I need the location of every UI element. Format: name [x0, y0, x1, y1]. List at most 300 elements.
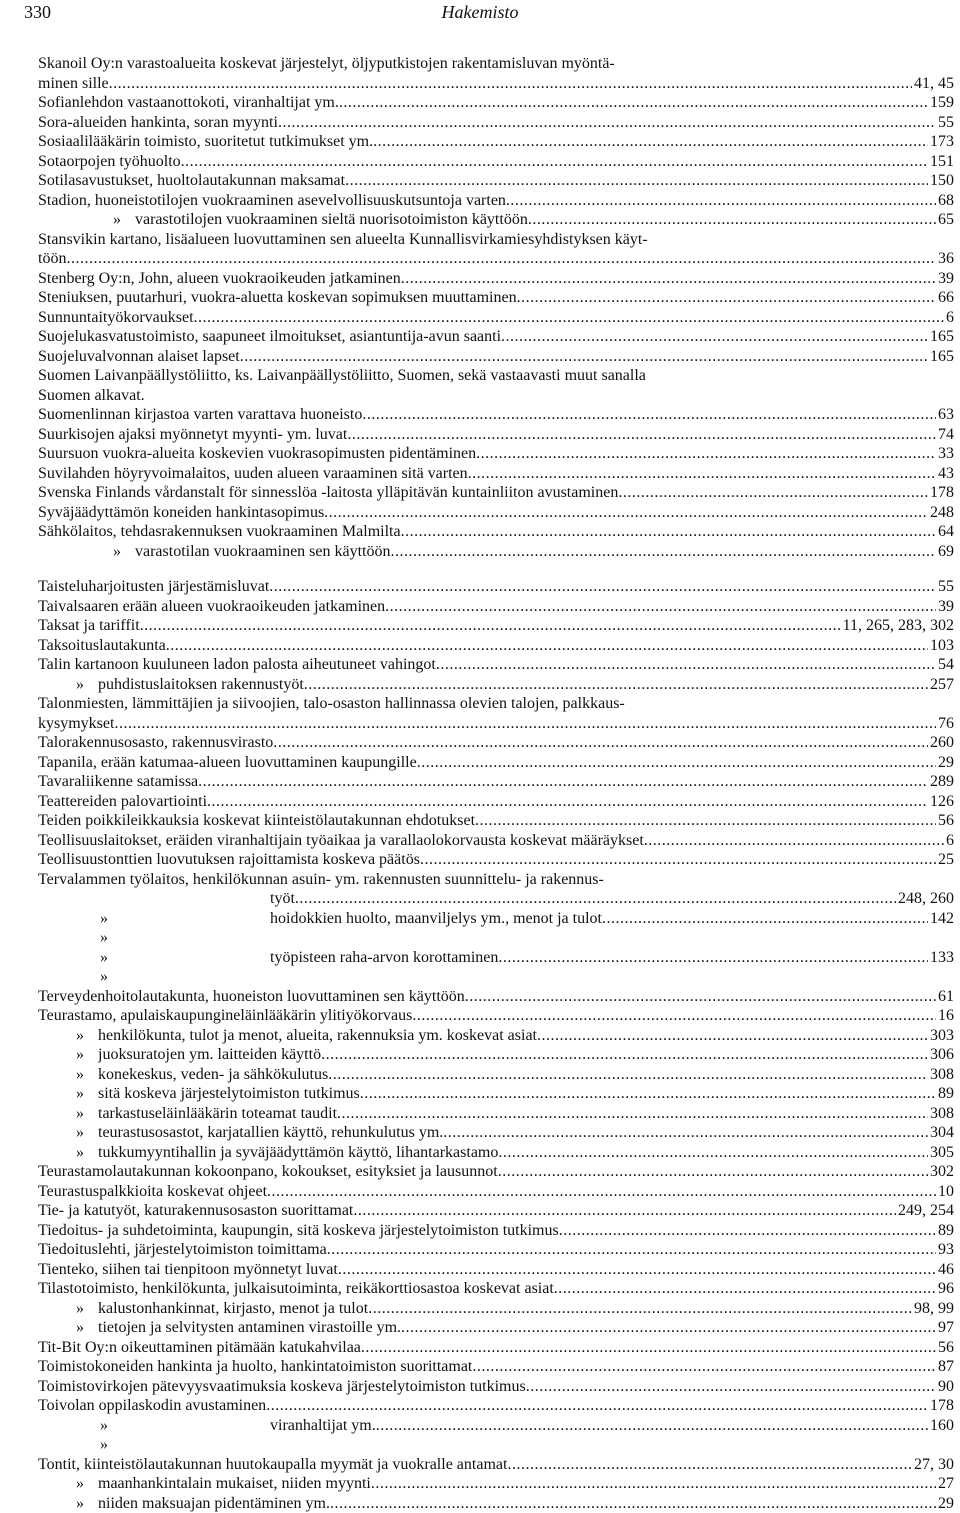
dot-leader — [501, 327, 928, 347]
ditto-mark: » — [76, 1084, 98, 1104]
dot-leader — [371, 1474, 936, 1494]
index-entry — [38, 1474, 954, 1494]
index-entry-line — [38, 464, 954, 484]
index-entry-text: Talin kartanoon kuuluneen ladon palosta aiheutuneet vahingot — [38, 655, 436, 675]
index-entry-text: Sotilasavustukset, huoltolautakunnan maksamat — [38, 171, 345, 191]
page-ref: 55 — [936, 577, 954, 597]
page-number: 330 — [24, 2, 51, 23]
index-entry-line — [38, 503, 954, 523]
index-entry-line — [38, 909, 954, 948]
index-entry-line — [38, 1299, 954, 1319]
index-entry — [38, 347, 954, 367]
dot-leader — [362, 405, 936, 425]
index-entry-text: Teollisuustonttien luovutuksen rajoittamista koskeva päätös — [38, 850, 420, 870]
ditto-mark: » — [76, 1494, 98, 1513]
page-ref: 54 — [936, 655, 954, 675]
index-entry — [38, 1182, 954, 1202]
index-entry — [38, 772, 954, 792]
page-ref: 303 — [928, 1026, 954, 1046]
index-entry — [38, 269, 954, 289]
page-ref: 150 — [928, 171, 954, 191]
index-entry-cont-text: kysymykset — [38, 714, 114, 734]
index-entry-line — [38, 1123, 954, 1143]
page-ref: 39 — [936, 269, 954, 289]
index-entry-line — [38, 1084, 954, 1104]
index-entry-line — [38, 1455, 954, 1475]
index-entry-text: Suojelukasvatustoimisto, saapuneet ilmoitukset, asiantuntija-avun saanti — [38, 327, 501, 347]
index-entry-text: Stenberg Oy:n, John, alueen vuokraoikeuden jatkaminen — [38, 269, 401, 289]
dot-leader — [324, 503, 928, 523]
index-entry — [38, 522, 954, 542]
page-ref: 76 — [936, 714, 954, 734]
index-entry-line — [38, 1338, 954, 1358]
page-ref: 89 — [936, 1084, 954, 1104]
index-entry — [38, 210, 954, 230]
index-entry — [38, 1377, 954, 1397]
index-entry-text: maanhankintalain mukaiset, niiden myynti — [98, 1474, 371, 1494]
index-entry-text: tarkastuseläinlääkärin toteamat taudit — [98, 1104, 337, 1124]
index-entry-line — [38, 444, 954, 464]
page-ref: 29 — [936, 1494, 954, 1513]
index-entry-text: Taivalsaaren erään alueen vuokraoikeuden jatkaminen — [38, 597, 385, 617]
index-entry-text: Syväjäädyttämön koneiden hankintasopimus — [38, 503, 324, 523]
index-entry-line — [38, 616, 954, 636]
index-entry — [38, 1357, 954, 1377]
index-entry-line — [38, 1318, 954, 1338]
index-entry-cont-text: Suomen alkavat. — [38, 386, 145, 406]
ditto-mark: » — [76, 675, 98, 695]
dot-leader — [443, 1123, 928, 1143]
index-entry-line — [38, 1396, 954, 1416]
index-entry — [38, 733, 954, 753]
index-entry-text: Tienteko, siihen tai tienpitoon myönnetyt luvat — [38, 1260, 338, 1280]
page-ref: 74 — [936, 425, 954, 445]
page-ref: 6 — [944, 831, 954, 851]
ditto-mark: » — [76, 1299, 98, 1319]
index-entry-line — [38, 327, 954, 347]
page-ref: 308 — [928, 1104, 954, 1124]
index-entry — [38, 288, 954, 308]
index-entry — [38, 694, 954, 733]
index-entry-line — [38, 1065, 954, 1085]
ditto-mark: » — [76, 1123, 98, 1143]
dot-leader — [476, 444, 936, 464]
page-ref: 173 — [928, 132, 954, 152]
index-entry-line — [38, 93, 954, 113]
index-entry-line — [38, 1162, 954, 1182]
index-entry — [38, 948, 954, 987]
page-ref: 63 — [936, 405, 954, 425]
index-entry — [38, 1240, 954, 1260]
ditto-mark: » — [76, 1045, 98, 1065]
page-ref: 68 — [936, 191, 954, 211]
dot-leader — [328, 1065, 928, 1085]
index-entry-text: Talorakennusosasto, rakennusvirasto — [38, 733, 273, 753]
page-ref: 69 — [936, 542, 954, 562]
index-entry — [38, 1494, 954, 1513]
index-entry — [38, 308, 954, 328]
index-entry-text: puhdistuslaitoksen rakennustyöt — [98, 675, 304, 695]
index-entry-line — [38, 987, 954, 1007]
index-entry — [38, 113, 954, 133]
ditto-mark: » » — [100, 948, 270, 987]
index-entry — [38, 870, 954, 909]
page-ref: 305 — [928, 1143, 954, 1163]
dot-leader — [114, 714, 936, 734]
index-entry-line — [38, 54, 954, 74]
dot-leader — [273, 733, 928, 753]
index-entry-text: Suomen Laivanpäällystöliitto, ks. Laivanpäällystöliitto, Suomen, sekä vastaavasti muut sanalla — [38, 366, 646, 386]
index-entry-text: Sosiaalilääkärin toimisto, suoritetut tutkimukset ym. — [38, 132, 373, 152]
index-entry-text: Teattereiden palovartiointi — [38, 792, 207, 812]
index-entry — [38, 191, 954, 211]
index-entry — [38, 1162, 954, 1182]
index-entry-line — [38, 1104, 954, 1124]
dot-leader — [321, 1045, 928, 1065]
index-entry-text: Tie- ja katutyöt, katurakennusosaston suorittamat — [38, 1201, 353, 1221]
index-entry-text: Sofianlehdon vastaanottokoti, viranhaltijat ym. — [38, 93, 339, 113]
page-ref: 178 — [928, 483, 954, 503]
index-entry-line — [38, 1240, 954, 1260]
page-ref: 27, 30 — [912, 1455, 954, 1475]
index-entry — [38, 1084, 954, 1104]
dot-leader — [528, 210, 936, 230]
index-entry-line — [38, 675, 954, 695]
dot-leader — [506, 191, 936, 211]
index-entry-text: Tervalammen työlaitos, henkilökunnan asuin- ym. rakennusten suunnittelu- ja rakennus- — [38, 870, 604, 890]
index-entry-continuation — [38, 889, 954, 909]
dot-leader — [345, 171, 928, 191]
index-entry — [38, 464, 954, 484]
dot-leader — [140, 616, 841, 636]
index-entry-line — [38, 577, 954, 597]
dot-leader — [337, 1104, 928, 1124]
dot-leader — [401, 522, 936, 542]
dot-leader — [269, 577, 936, 597]
index-entry-text: Teollisuuslaitokset, eräiden viranhaltijain työaikaa ja varallaolokorvausta koskevat määräykset — [38, 831, 644, 851]
index-entry-continuation — [38, 714, 954, 734]
index-entry — [38, 1065, 954, 1085]
page-ref: 97 — [936, 1318, 954, 1338]
dot-leader — [267, 1182, 936, 1202]
index-entry-text: Teurastamo, apulaiskaupungineläinlääkärin ylitiyökorvaus — [38, 1006, 412, 1026]
page-ref: 64 — [936, 522, 954, 542]
index-entry-line — [38, 171, 954, 191]
index-entry-line — [38, 1006, 954, 1026]
index-entry-line — [38, 366, 954, 386]
dot-leader — [465, 987, 936, 1007]
index-entry-line — [38, 733, 954, 753]
index-entry-line — [38, 753, 954, 773]
dot-leader — [207, 792, 928, 812]
index-entry — [38, 811, 954, 831]
index-entry-text: Stansvikin kartano, lisäalueen luovuttaminen sen alueelta Kunnallisvirkamiesyhdistyksen käyt- — [38, 230, 648, 250]
index-entry-text: Tiedoitus- ja suhdetoiminta, kaupungin, sitä koskeva järjestelytoimiston tutkimus — [38, 1221, 559, 1241]
index-entry-text: viranhaltijat ym. — [270, 1416, 376, 1436]
index-entry-line — [38, 1279, 954, 1299]
index-entry — [38, 1143, 954, 1163]
index-entry-text: Svenska Finlands vårdanstalt för sinnesslöa -laitosta ylläpitävän kuntainliiton avustaminen — [38, 483, 618, 503]
index-entry-text: Taksoituslautakunta — [38, 636, 166, 656]
index-entry — [38, 1318, 954, 1338]
dot-leader — [368, 1299, 912, 1319]
index-entry-text: Tontit, kiinteistölautakunnan huutokaupalla myymät ja vuokralle antamat — [38, 1455, 507, 1475]
index-entry-line — [38, 308, 954, 328]
index-entry-text: Suursuon vuokra-alueita koskevien vuokrasopimusten pidentäminen — [38, 444, 476, 464]
index-entry-line — [38, 1260, 954, 1280]
page-ref: 66 — [936, 288, 954, 308]
index-entry-line — [38, 811, 954, 831]
ditto-mark: » — [76, 1026, 98, 1046]
index-entry-text: tietojen ja selvitysten antaminen virastoille ym. — [98, 1318, 401, 1338]
ditto-mark: » — [113, 542, 135, 562]
dot-leader — [554, 1279, 936, 1299]
index-entry-text: Tilastotoimisto, henkilökunta, julkaisutoiminta, reikäkorttiosastoa koskevat asiat — [38, 1279, 554, 1299]
index-entry — [38, 1026, 954, 1046]
dot-leader — [361, 1338, 936, 1358]
index-entry-text: Tiedoituslehti, järjestelytoimiston toimittama — [38, 1240, 327, 1260]
dot-leader — [339, 93, 928, 113]
index-entry-text: Sotaorpojen työhuolto — [38, 152, 181, 172]
index-entry — [38, 792, 954, 812]
index-entry-line — [38, 948, 954, 987]
dot-leader — [507, 1455, 912, 1475]
page-ref: 260 — [928, 733, 954, 753]
page-ref: 25 — [936, 850, 954, 870]
dot-leader — [66, 249, 936, 269]
dot-leader — [353, 1201, 896, 1221]
index-entry — [38, 230, 954, 269]
dot-leader — [166, 636, 928, 656]
index-entry — [38, 405, 954, 425]
index-entry-text: Teurastuspalkkioita koskevat ohjeet — [38, 1182, 267, 1202]
index-entry-text: konekeskus, veden- ja sähkökulutus — [98, 1065, 328, 1085]
dot-leader — [198, 772, 928, 792]
dot-leader — [109, 74, 912, 94]
index-entry — [38, 503, 954, 523]
page-ref: 87 — [936, 1357, 954, 1377]
index-entry-line — [38, 132, 954, 152]
index-entry — [38, 987, 954, 1007]
page-ref: 41, 45 — [912, 74, 954, 94]
index-entry-text: Suomenlinnan kirjastoa varten varattava huoneisto — [38, 405, 362, 425]
dot-leader — [517, 288, 936, 308]
index-entry-text: Sunnuntaityökorvaukset — [38, 308, 194, 328]
index-entry-text: Terveydenhoitolautakunta, huoneiston luovuttaminen sen käyttöön — [38, 987, 465, 1007]
index-entry-line — [38, 1201, 954, 1221]
index-entry — [38, 1201, 954, 1221]
dot-leader — [347, 425, 936, 445]
index-entry-line — [38, 152, 954, 172]
ditto-mark: » — [76, 1143, 98, 1163]
page-ref: 89 — [936, 1221, 954, 1241]
dot-leader — [526, 1377, 936, 1397]
index-entry-continuation — [38, 249, 954, 269]
dot-leader — [385, 597, 936, 617]
index-entry-text: Suvilahden höyryvoimalaitos, uuden alueen varaaminen sitä varten — [38, 464, 468, 484]
index-entry-text: Suojeluvalvonnan alaiset lapset — [38, 347, 240, 367]
ditto-mark: » » — [100, 909, 270, 948]
index-entry — [38, 616, 954, 636]
dot-leader — [420, 850, 936, 870]
index-entry-line — [38, 636, 954, 656]
index-entry-line — [38, 1045, 954, 1065]
index-entry-text: Suurkisojen ajaksi myönnetyt myynti- ym. luvat — [38, 425, 347, 445]
page-ref: 93 — [936, 1240, 954, 1260]
dot-leader — [295, 889, 896, 909]
index-entry-line — [38, 1494, 954, 1513]
page-ref: 159 — [928, 93, 954, 113]
page-ref: 46 — [936, 1260, 954, 1280]
index-entry — [38, 132, 954, 152]
index-entry-line — [38, 1416, 954, 1455]
index-section-s — [38, 54, 954, 561]
page-ref: 33 — [936, 444, 954, 464]
dot-leader — [417, 753, 936, 773]
index-entry-text: juoksuratojen ym. laitteiden käyttö — [98, 1045, 321, 1065]
ditto-mark: » — [76, 1474, 98, 1494]
page-ref: 304 — [928, 1123, 954, 1143]
page-ref: 160 — [928, 1416, 954, 1436]
index-entry — [38, 636, 954, 656]
page-ref: 302 — [928, 1162, 954, 1182]
index-entry-text: Teiden poikkileikkauksia koskevat kiinteistölautakunnan ehdotukset — [38, 811, 475, 831]
dot-leader — [498, 1162, 928, 1182]
index-entry — [38, 542, 954, 562]
page-ref: 56 — [936, 1338, 954, 1358]
page-ref: 55 — [936, 113, 954, 133]
dot-leader — [436, 655, 936, 675]
page-ref: 126 — [928, 792, 954, 812]
page-ref: 249, 254 — [896, 1201, 954, 1221]
index-entry-line — [38, 542, 954, 562]
page-ref: 96 — [936, 1279, 954, 1299]
index-entry-text: Toimistokoneiden hankinta ja huolto, hankintatoimiston suorittamat — [38, 1357, 472, 1377]
page-ref: 151 — [928, 152, 954, 172]
index-entry — [38, 444, 954, 464]
page-ref: 16 — [936, 1006, 954, 1026]
page-ref: 6 — [944, 308, 954, 328]
ditto-mark: » — [76, 1104, 98, 1124]
index-entry — [38, 425, 954, 445]
index-entry-line — [38, 347, 954, 367]
index-entry — [38, 753, 954, 773]
dot-leader — [376, 1416, 928, 1436]
index-entry — [38, 597, 954, 617]
index-entry-line — [38, 1221, 954, 1241]
index-entry-text: Sähkölaitos, tehdasrakennuksen vuokraaminen Malmilta — [38, 522, 401, 542]
dot-leader — [240, 347, 928, 367]
page-ref: 248 — [928, 503, 954, 523]
index-entry-text: varastotilan vuokraaminen sen käyttöön — [135, 542, 390, 562]
dot-leader — [327, 1240, 936, 1260]
page-ref: 248, 260 — [896, 889, 954, 909]
index-entry-text: teurastusosastot, karjatallien käyttö, rehunkulutus ym. — [98, 1123, 443, 1143]
dot-leader — [537, 1026, 928, 1046]
dot-leader — [390, 542, 936, 562]
index-entry-text: Talonmiesten, lämmittäjien ja siivoojien, talo-osaston hallinnassa olevien talojen, palkkaus- — [38, 694, 625, 714]
page-ref: 11, 265, 283, 302 — [841, 616, 954, 636]
ditto-mark: » » — [100, 1416, 270, 1455]
page-ref: 90 — [936, 1377, 954, 1397]
index-entry-text: varastotilojen vuokraaminen sieltä nuorisotoimiston käyttöön — [135, 210, 528, 230]
ditto-mark: » — [76, 1318, 98, 1338]
index-entry-line — [38, 405, 954, 425]
index-entry — [38, 93, 954, 113]
index-entry-line — [38, 792, 954, 812]
index-entry-text: Taksat ja tariffit — [38, 616, 140, 636]
index-entry-line — [38, 210, 954, 230]
dot-leader — [498, 1143, 928, 1163]
index-entry-line — [38, 597, 954, 617]
index-entry-text: Tapanila, erään katumaa-alueen luovuttaminen kaupungille — [38, 753, 417, 773]
page-ref: 39 — [936, 597, 954, 617]
index-entry — [38, 1006, 954, 1026]
index-entry — [38, 1338, 954, 1358]
index-entry-text: Sora-alueiden hankinta, soran myynti — [38, 113, 278, 133]
index-entry-text: työpisteen raha-arvon korottaminen — [270, 948, 498, 968]
index-entry — [38, 54, 954, 93]
index-entry-line — [38, 850, 954, 870]
index-entry-line — [38, 1026, 954, 1046]
page-ref: 178 — [928, 1396, 954, 1416]
index-entry-line — [38, 1474, 954, 1494]
index-entry-line — [38, 655, 954, 675]
dot-leader — [412, 1006, 936, 1026]
index-entry-line — [38, 1182, 954, 1202]
page-ref: 43 — [936, 464, 954, 484]
index-entry-text: niiden maksuajan pidentäminen ym. — [98, 1494, 330, 1513]
dot-leader — [644, 831, 944, 851]
index-entry — [38, 577, 954, 597]
index-entry — [38, 483, 954, 503]
page-ref: 56 — [936, 811, 954, 831]
index-entry-line — [38, 230, 954, 250]
dot-leader — [468, 464, 936, 484]
dot-leader — [401, 269, 936, 289]
index-entry — [38, 171, 954, 191]
index-entry-cont-text: työt — [38, 889, 295, 909]
dot-leader — [618, 483, 928, 503]
page-ref: 36 — [936, 249, 954, 269]
page-ref: 133 — [928, 948, 954, 968]
index-entry-line — [38, 288, 954, 308]
index-entry-text: hoidokkien huolto, maanviljelys ym., menot ja tulot — [270, 909, 602, 929]
dot-leader — [330, 1494, 936, 1513]
dot-leader — [360, 1084, 936, 1104]
page-ref: 289 — [928, 772, 954, 792]
index-entry — [38, 909, 954, 948]
ditto-mark: » — [113, 210, 135, 230]
index-entry-text: Tavaraliikenne satamissa — [38, 772, 198, 792]
index-entry — [38, 831, 954, 851]
index-entry-text: Steniuksen, puutarhuri, vuokra-aluetta koskevan sopimuksen muuttaminen — [38, 288, 517, 308]
index-entry — [38, 1123, 954, 1143]
page-ref: 65 — [936, 210, 954, 230]
index-entry — [38, 1260, 954, 1280]
page-ref: 61 — [936, 987, 954, 1007]
page-ref: 10 — [936, 1182, 954, 1202]
dot-leader — [472, 1357, 936, 1377]
index-entry-line — [38, 425, 954, 445]
index-entry — [38, 1279, 954, 1299]
index-entry — [38, 850, 954, 870]
index-entry-line — [38, 1143, 954, 1163]
ditto-mark: » — [76, 1065, 98, 1085]
dot-leader — [373, 132, 928, 152]
index-entry-line — [38, 1357, 954, 1377]
page-ref: 306 — [928, 1045, 954, 1065]
